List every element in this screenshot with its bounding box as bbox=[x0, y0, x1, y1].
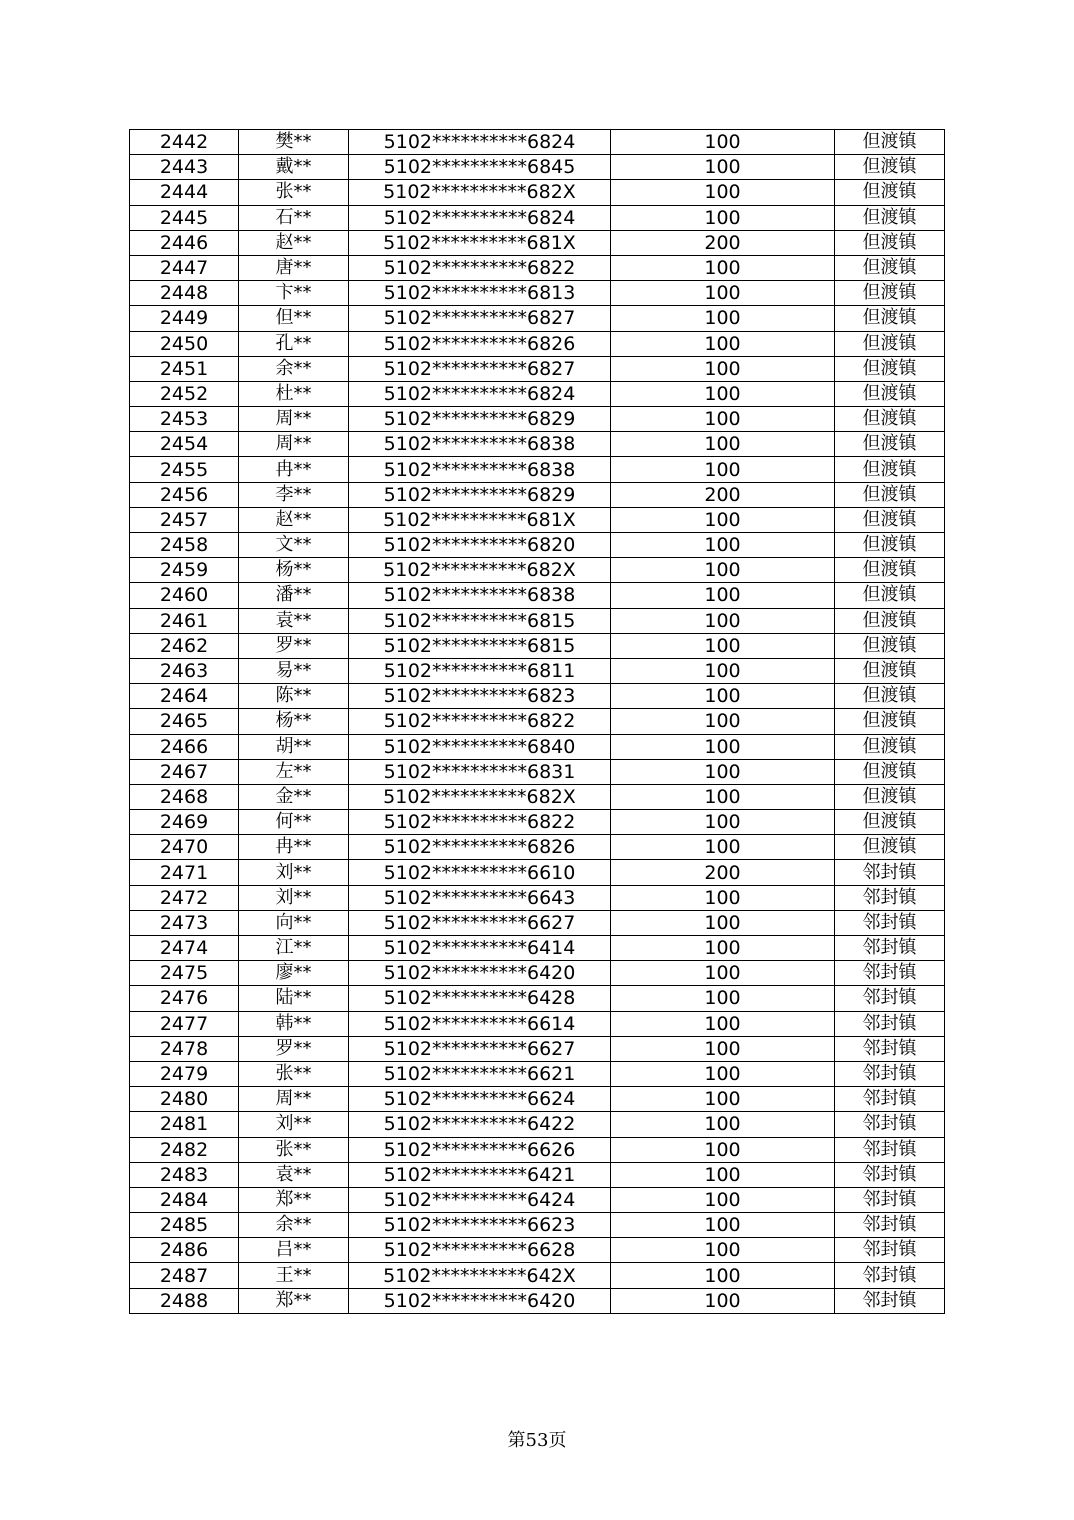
amount-cell: 100 bbox=[611, 1036, 835, 1061]
name-cell: 袁** bbox=[239, 1162, 349, 1187]
name-cell: 石** bbox=[239, 205, 349, 230]
table-row bbox=[130, 810, 945, 835]
table-row bbox=[130, 1187, 945, 1212]
table-row bbox=[130, 407, 945, 432]
town-cell: 但渡镇 bbox=[835, 835, 945, 860]
id-number-cell: 5102**********6824 bbox=[349, 205, 611, 230]
name-cell: 孔** bbox=[239, 331, 349, 356]
name-cell: 江** bbox=[239, 936, 349, 961]
town-cell: 但渡镇 bbox=[835, 507, 945, 532]
town-cell: 邻封镇 bbox=[835, 1011, 945, 1036]
amount-cell: 100 bbox=[611, 432, 835, 457]
name-cell: 戴** bbox=[239, 155, 349, 180]
town-cell: 但渡镇 bbox=[835, 633, 945, 658]
serial-number-cell: 2486 bbox=[130, 1238, 239, 1263]
amount-cell: 100 bbox=[611, 1061, 835, 1086]
amount-cell: 100 bbox=[611, 709, 835, 734]
serial-number-cell: 2478 bbox=[130, 1036, 239, 1061]
town-cell: 邻封镇 bbox=[835, 961, 945, 986]
serial-number-cell: 2447 bbox=[130, 255, 239, 280]
town-cell: 邻封镇 bbox=[835, 1263, 945, 1288]
id-number-cell: 5102**********6811 bbox=[349, 658, 611, 683]
table-row bbox=[130, 784, 945, 809]
id-number-cell: 5102**********6420 bbox=[349, 961, 611, 986]
id-number-cell: 5102**********682X bbox=[349, 180, 611, 205]
table-row bbox=[130, 1087, 945, 1112]
table-row bbox=[130, 432, 945, 457]
id-number-cell: 5102**********681X bbox=[349, 230, 611, 255]
amount-cell: 100 bbox=[611, 1112, 835, 1137]
table-row bbox=[130, 356, 945, 381]
serial-number-cell: 2466 bbox=[130, 734, 239, 759]
id-number-cell: 5102**********6827 bbox=[349, 356, 611, 381]
amount-cell: 100 bbox=[611, 986, 835, 1011]
amount-cell: 100 bbox=[611, 281, 835, 306]
table-row bbox=[130, 860, 945, 885]
serial-number-cell: 2470 bbox=[130, 835, 239, 860]
id-number-cell: 5102**********6421 bbox=[349, 1162, 611, 1187]
amount-cell: 100 bbox=[611, 533, 835, 558]
amount-cell: 100 bbox=[611, 684, 835, 709]
id-number-cell: 5102**********6838 bbox=[349, 432, 611, 457]
page-number: 第53页 bbox=[507, 1430, 567, 1451]
id-number-cell: 5102**********6845 bbox=[349, 155, 611, 180]
amount-cell: 100 bbox=[611, 1087, 835, 1112]
amount-cell: 100 bbox=[611, 633, 835, 658]
town-cell: 但渡镇 bbox=[835, 281, 945, 306]
amount-cell: 100 bbox=[611, 885, 835, 910]
table-row bbox=[130, 1288, 945, 1313]
town-cell: 但渡镇 bbox=[835, 255, 945, 280]
amount-cell: 100 bbox=[611, 507, 835, 532]
serial-number-cell: 2469 bbox=[130, 810, 239, 835]
id-number-cell: 5102**********6826 bbox=[349, 835, 611, 860]
town-cell: 但渡镇 bbox=[835, 205, 945, 230]
town-cell: 但渡镇 bbox=[835, 331, 945, 356]
id-number-cell: 5102**********6829 bbox=[349, 482, 611, 507]
name-cell: 郑** bbox=[239, 1288, 349, 1313]
id-number-cell: 5102**********6815 bbox=[349, 608, 611, 633]
amount-cell: 100 bbox=[611, 205, 835, 230]
serial-number-cell: 2443 bbox=[130, 155, 239, 180]
id-number-cell: 5102**********6624 bbox=[349, 1087, 611, 1112]
table-row bbox=[130, 835, 945, 860]
name-cell: 郑** bbox=[239, 1187, 349, 1212]
table-row bbox=[130, 1162, 945, 1187]
id-number-cell: 5102**********6623 bbox=[349, 1213, 611, 1238]
amount-cell: 100 bbox=[611, 658, 835, 683]
roster-table bbox=[129, 129, 945, 1314]
name-cell: 杨** bbox=[239, 709, 349, 734]
name-cell: 樊** bbox=[239, 130, 349, 155]
amount-cell: 100 bbox=[611, 180, 835, 205]
table-row bbox=[130, 331, 945, 356]
town-cell: 邻封镇 bbox=[835, 1213, 945, 1238]
table-row bbox=[130, 885, 945, 910]
amount-cell: 100 bbox=[611, 155, 835, 180]
name-cell: 周** bbox=[239, 407, 349, 432]
amount-cell: 100 bbox=[611, 381, 835, 406]
town-cell: 但渡镇 bbox=[835, 709, 945, 734]
id-number-cell: 5102**********6424 bbox=[349, 1187, 611, 1212]
name-cell: 冉** bbox=[239, 457, 349, 482]
table-row bbox=[130, 1011, 945, 1036]
id-number-cell: 5102**********6822 bbox=[349, 810, 611, 835]
id-number-cell: 5102**********6614 bbox=[349, 1011, 611, 1036]
town-cell: 邻封镇 bbox=[835, 1162, 945, 1187]
serial-number-cell: 2483 bbox=[130, 1162, 239, 1187]
id-number-cell: 5102**********682X bbox=[349, 558, 611, 583]
town-cell: 邻封镇 bbox=[835, 1061, 945, 1086]
town-cell: 但渡镇 bbox=[835, 784, 945, 809]
town-cell: 邻封镇 bbox=[835, 986, 945, 1011]
serial-number-cell: 2467 bbox=[130, 759, 239, 784]
table-row bbox=[130, 1112, 945, 1137]
table-row bbox=[130, 658, 945, 683]
id-number-cell: 5102**********6827 bbox=[349, 306, 611, 331]
table-row bbox=[130, 1137, 945, 1162]
amount-cell: 100 bbox=[611, 608, 835, 633]
table-row bbox=[130, 583, 945, 608]
id-number-cell: 5102**********6643 bbox=[349, 885, 611, 910]
amount-cell: 100 bbox=[611, 306, 835, 331]
id-number-cell: 5102**********6822 bbox=[349, 255, 611, 280]
table-row bbox=[130, 608, 945, 633]
serial-number-cell: 2452 bbox=[130, 381, 239, 406]
name-cell: 何** bbox=[239, 810, 349, 835]
town-cell: 邻封镇 bbox=[835, 860, 945, 885]
serial-number-cell: 2449 bbox=[130, 306, 239, 331]
table-row bbox=[130, 684, 945, 709]
serial-number-cell: 2476 bbox=[130, 986, 239, 1011]
name-cell: 冉** bbox=[239, 835, 349, 860]
name-cell: 张** bbox=[239, 1137, 349, 1162]
table-row bbox=[130, 482, 945, 507]
amount-cell: 100 bbox=[611, 835, 835, 860]
amount-cell: 100 bbox=[611, 1263, 835, 1288]
amount-cell: 100 bbox=[611, 1011, 835, 1036]
amount-cell: 100 bbox=[611, 255, 835, 280]
serial-number-cell: 2465 bbox=[130, 709, 239, 734]
name-cell: 廖** bbox=[239, 961, 349, 986]
id-number-cell: 5102**********6824 bbox=[349, 381, 611, 406]
town-cell: 邻封镇 bbox=[835, 1288, 945, 1313]
serial-number-cell: 2442 bbox=[130, 130, 239, 155]
serial-number-cell: 2474 bbox=[130, 936, 239, 961]
amount-cell: 100 bbox=[611, 1238, 835, 1263]
serial-number-cell: 2473 bbox=[130, 910, 239, 935]
amount-cell: 100 bbox=[611, 810, 835, 835]
town-cell: 邻封镇 bbox=[835, 1187, 945, 1212]
serial-number-cell: 2479 bbox=[130, 1061, 239, 1086]
name-cell: 余** bbox=[239, 356, 349, 381]
table-row bbox=[130, 709, 945, 734]
table-row bbox=[130, 155, 945, 180]
town-cell: 但渡镇 bbox=[835, 482, 945, 507]
name-cell: 周** bbox=[239, 1087, 349, 1112]
name-cell: 杜** bbox=[239, 381, 349, 406]
town-cell: 但渡镇 bbox=[835, 130, 945, 155]
serial-number-cell: 2471 bbox=[130, 860, 239, 885]
amount-cell: 100 bbox=[611, 734, 835, 759]
town-cell: 邻封镇 bbox=[835, 910, 945, 935]
serial-number-cell: 2456 bbox=[130, 482, 239, 507]
amount-cell: 100 bbox=[611, 936, 835, 961]
amount-cell: 100 bbox=[611, 759, 835, 784]
serial-number-cell: 2459 bbox=[130, 558, 239, 583]
id-number-cell: 5102**********682X bbox=[349, 784, 611, 809]
serial-number-cell: 2458 bbox=[130, 533, 239, 558]
amount-cell: 100 bbox=[611, 407, 835, 432]
roster-table-container bbox=[129, 129, 944, 1314]
table-row bbox=[130, 1263, 945, 1288]
name-cell: 周** bbox=[239, 432, 349, 457]
table-row bbox=[130, 1061, 945, 1086]
serial-number-cell: 2448 bbox=[130, 281, 239, 306]
amount-cell: 100 bbox=[611, 331, 835, 356]
town-cell: 但渡镇 bbox=[835, 457, 945, 482]
table-row bbox=[130, 936, 945, 961]
town-cell: 但渡镇 bbox=[835, 533, 945, 558]
name-cell: 胡** bbox=[239, 734, 349, 759]
table-row bbox=[130, 533, 945, 558]
id-number-cell: 5102**********6829 bbox=[349, 407, 611, 432]
table-row bbox=[130, 986, 945, 1011]
serial-number-cell: 2472 bbox=[130, 885, 239, 910]
name-cell: 金** bbox=[239, 784, 349, 809]
name-cell: 罗** bbox=[239, 633, 349, 658]
amount-cell: 200 bbox=[611, 230, 835, 255]
id-number-cell: 5102**********6820 bbox=[349, 533, 611, 558]
id-number-cell: 5102**********6627 bbox=[349, 1036, 611, 1061]
serial-number-cell: 2468 bbox=[130, 784, 239, 809]
name-cell: 李** bbox=[239, 482, 349, 507]
name-cell: 刘** bbox=[239, 1112, 349, 1137]
town-cell: 邻封镇 bbox=[835, 1036, 945, 1061]
town-cell: 但渡镇 bbox=[835, 432, 945, 457]
id-number-cell: 5102**********6823 bbox=[349, 684, 611, 709]
name-cell: 赵** bbox=[239, 230, 349, 255]
amount-cell: 100 bbox=[611, 784, 835, 809]
serial-number-cell: 2487 bbox=[130, 1263, 239, 1288]
serial-number-cell: 2444 bbox=[130, 180, 239, 205]
table-row bbox=[130, 230, 945, 255]
roster-table-body bbox=[130, 130, 945, 1314]
town-cell: 邻封镇 bbox=[835, 885, 945, 910]
amount-cell: 100 bbox=[611, 558, 835, 583]
name-cell: 韩** bbox=[239, 1011, 349, 1036]
town-cell: 但渡镇 bbox=[835, 684, 945, 709]
serial-number-cell: 2461 bbox=[130, 608, 239, 633]
id-number-cell: 5102**********6838 bbox=[349, 583, 611, 608]
town-cell: 但渡镇 bbox=[835, 759, 945, 784]
amount-cell: 100 bbox=[611, 1137, 835, 1162]
serial-number-cell: 2450 bbox=[130, 331, 239, 356]
town-cell: 但渡镇 bbox=[835, 608, 945, 633]
town-cell: 但渡镇 bbox=[835, 658, 945, 683]
name-cell: 文** bbox=[239, 533, 349, 558]
amount-cell: 200 bbox=[611, 860, 835, 885]
town-cell: 但渡镇 bbox=[835, 230, 945, 255]
name-cell: 杨** bbox=[239, 558, 349, 583]
table-row bbox=[130, 1238, 945, 1263]
id-number-cell: 5102**********6826 bbox=[349, 331, 611, 356]
town-cell: 但渡镇 bbox=[835, 407, 945, 432]
serial-number-cell: 2446 bbox=[130, 230, 239, 255]
amount-cell: 100 bbox=[611, 1162, 835, 1187]
id-number-cell: 5102**********6422 bbox=[349, 1112, 611, 1137]
name-cell: 唐** bbox=[239, 255, 349, 280]
name-cell: 罗** bbox=[239, 1036, 349, 1061]
town-cell: 但渡镇 bbox=[835, 583, 945, 608]
serial-number-cell: 2484 bbox=[130, 1187, 239, 1212]
name-cell: 赵** bbox=[239, 507, 349, 532]
serial-number-cell: 2480 bbox=[130, 1087, 239, 1112]
serial-number-cell: 2460 bbox=[130, 583, 239, 608]
name-cell: 刘** bbox=[239, 860, 349, 885]
id-number-cell: 5102**********6831 bbox=[349, 759, 611, 784]
town-cell: 但渡镇 bbox=[835, 810, 945, 835]
amount-cell: 100 bbox=[611, 457, 835, 482]
amount-cell: 100 bbox=[611, 1288, 835, 1313]
table-row bbox=[130, 1213, 945, 1238]
amount-cell: 100 bbox=[611, 583, 835, 608]
id-number-cell: 5102**********6628 bbox=[349, 1238, 611, 1263]
name-cell: 余** bbox=[239, 1213, 349, 1238]
serial-number-cell: 2481 bbox=[130, 1112, 239, 1137]
serial-number-cell: 2455 bbox=[130, 457, 239, 482]
table-row bbox=[130, 457, 945, 482]
serial-number-cell: 2457 bbox=[130, 507, 239, 532]
serial-number-cell: 2462 bbox=[130, 633, 239, 658]
table-row bbox=[130, 381, 945, 406]
table-row bbox=[130, 281, 945, 306]
town-cell: 邻封镇 bbox=[835, 1112, 945, 1137]
name-cell: 潘** bbox=[239, 583, 349, 608]
name-cell: 卞** bbox=[239, 281, 349, 306]
table-row bbox=[130, 255, 945, 280]
town-cell: 邻封镇 bbox=[835, 936, 945, 961]
serial-number-cell: 2477 bbox=[130, 1011, 239, 1036]
town-cell: 但渡镇 bbox=[835, 180, 945, 205]
serial-number-cell: 2463 bbox=[130, 658, 239, 683]
id-number-cell: 5102**********6420 bbox=[349, 1288, 611, 1313]
table-row bbox=[130, 306, 945, 331]
id-number-cell: 5102**********6626 bbox=[349, 1137, 611, 1162]
id-number-cell: 5102**********6610 bbox=[349, 860, 611, 885]
amount-cell: 100 bbox=[611, 961, 835, 986]
name-cell: 袁** bbox=[239, 608, 349, 633]
id-number-cell: 5102**********6815 bbox=[349, 633, 611, 658]
name-cell: 张** bbox=[239, 180, 349, 205]
table-row bbox=[130, 180, 945, 205]
serial-number-cell: 2445 bbox=[130, 205, 239, 230]
table-row bbox=[130, 130, 945, 155]
name-cell: 张** bbox=[239, 1061, 349, 1086]
name-cell: 王** bbox=[239, 1263, 349, 1288]
serial-number-cell: 2454 bbox=[130, 432, 239, 457]
table-row bbox=[130, 558, 945, 583]
serial-number-cell: 2453 bbox=[130, 407, 239, 432]
table-row bbox=[130, 734, 945, 759]
name-cell: 但** bbox=[239, 306, 349, 331]
town-cell: 但渡镇 bbox=[835, 558, 945, 583]
table-row bbox=[130, 759, 945, 784]
id-number-cell: 5102**********6838 bbox=[349, 457, 611, 482]
name-cell: 左** bbox=[239, 759, 349, 784]
table-row bbox=[130, 1036, 945, 1061]
amount-cell: 200 bbox=[611, 482, 835, 507]
id-number-cell: 5102**********642X bbox=[349, 1263, 611, 1288]
serial-number-cell: 2482 bbox=[130, 1137, 239, 1162]
table-row bbox=[130, 507, 945, 532]
id-number-cell: 5102**********6824 bbox=[349, 130, 611, 155]
id-number-cell: 5102**********6428 bbox=[349, 986, 611, 1011]
id-number-cell: 5102**********6414 bbox=[349, 936, 611, 961]
serial-number-cell: 2485 bbox=[130, 1213, 239, 1238]
id-number-cell: 5102**********6822 bbox=[349, 709, 611, 734]
name-cell: 陆** bbox=[239, 986, 349, 1011]
table-row bbox=[130, 633, 945, 658]
serial-number-cell: 2488 bbox=[130, 1288, 239, 1313]
town-cell: 但渡镇 bbox=[835, 381, 945, 406]
name-cell: 吕** bbox=[239, 1238, 349, 1263]
amount-cell: 100 bbox=[611, 130, 835, 155]
table-row bbox=[130, 205, 945, 230]
id-number-cell: 5102**********681X bbox=[349, 507, 611, 532]
id-number-cell: 5102**********6627 bbox=[349, 910, 611, 935]
town-cell: 但渡镇 bbox=[835, 306, 945, 331]
amount-cell: 100 bbox=[611, 1187, 835, 1212]
table-row bbox=[130, 961, 945, 986]
id-number-cell: 5102**********6813 bbox=[349, 281, 611, 306]
town-cell: 邻封镇 bbox=[835, 1087, 945, 1112]
town-cell: 但渡镇 bbox=[835, 734, 945, 759]
name-cell: 陈** bbox=[239, 684, 349, 709]
amount-cell: 100 bbox=[611, 910, 835, 935]
serial-number-cell: 2451 bbox=[130, 356, 239, 381]
id-number-cell: 5102**********6621 bbox=[349, 1061, 611, 1086]
town-cell: 邻封镇 bbox=[835, 1137, 945, 1162]
id-number-cell: 5102**********6840 bbox=[349, 734, 611, 759]
serial-number-cell: 2475 bbox=[130, 961, 239, 986]
town-cell: 但渡镇 bbox=[835, 356, 945, 381]
name-cell: 向** bbox=[239, 910, 349, 935]
table-row bbox=[130, 910, 945, 935]
amount-cell: 100 bbox=[611, 356, 835, 381]
town-cell: 邻封镇 bbox=[835, 1238, 945, 1263]
name-cell: 易** bbox=[239, 658, 349, 683]
town-cell: 但渡镇 bbox=[835, 155, 945, 180]
amount-cell: 100 bbox=[611, 1213, 835, 1238]
name-cell: 刘** bbox=[239, 885, 349, 910]
serial-number-cell: 2464 bbox=[130, 684, 239, 709]
